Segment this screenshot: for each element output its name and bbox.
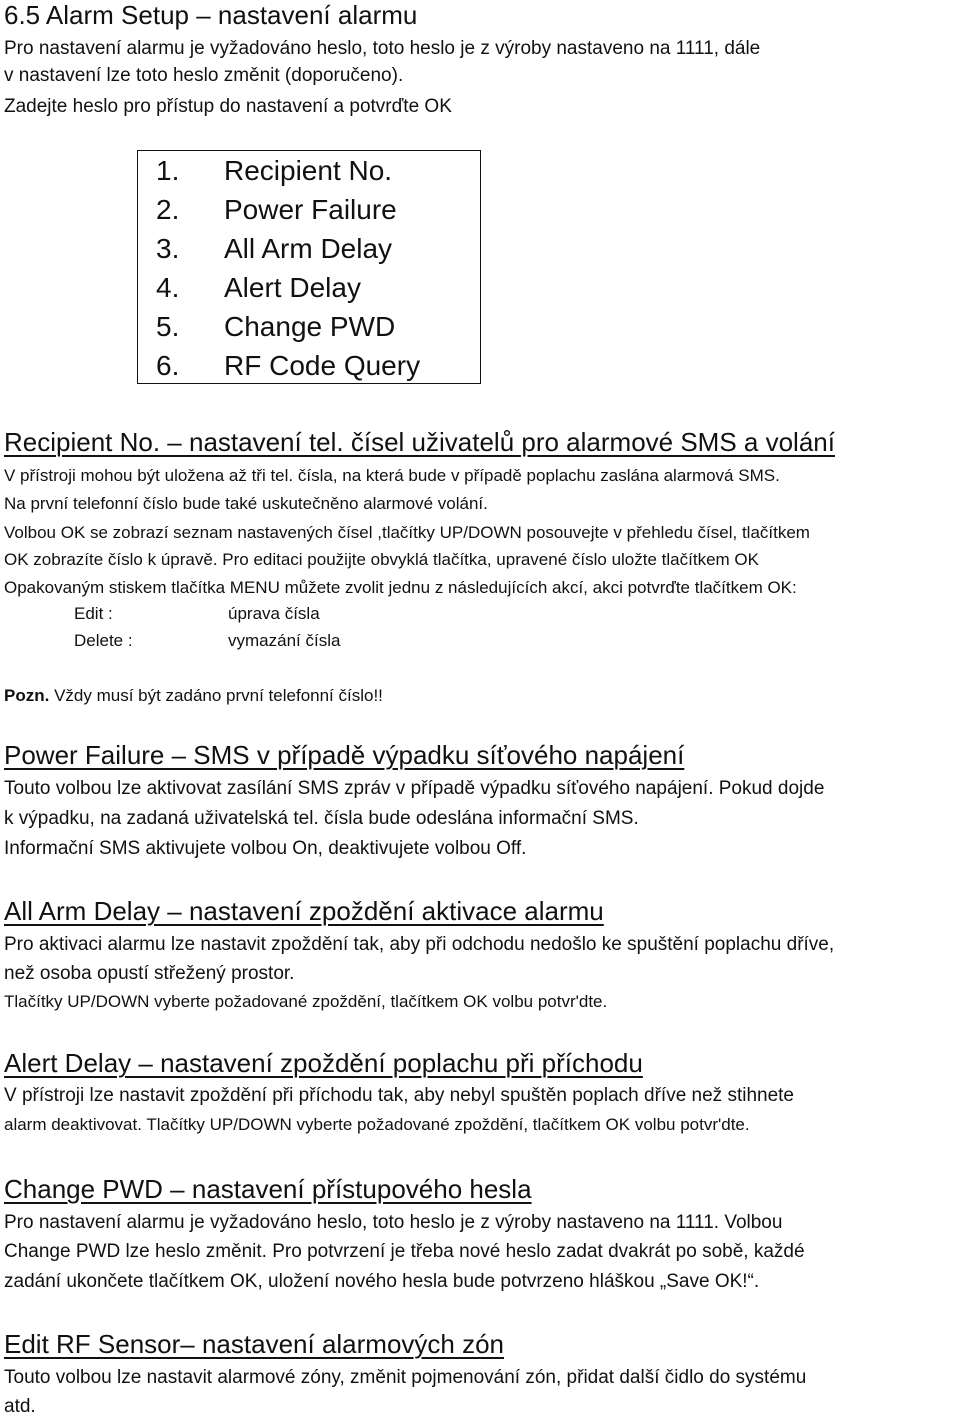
section-title-recipient: Recipient No. – nastavení tel. čísel uživatelů pro alarmové SMS a volání	[4, 427, 835, 457]
recipient-line-4: OK zobrazíte číslo k úpravě. Pro editaci použijte obvyklá tlačítka, upravené číslo uložte tlačítkem OK	[4, 550, 759, 569]
menu-item-recipient: 1. Recipient No.	[156, 155, 393, 186]
menu-item-all-arm-delay: 3. All Arm Delay	[156, 233, 393, 264]
section-title-all-arm-delay: All Arm Delay – nastavení zpoždění aktivace alarmu	[4, 896, 604, 926]
change-pwd-line-1: Pro nastavení alarmu je vyžadováno heslo, toto heslo je z výroby nastaveno na 1111. Volbou	[4, 1212, 783, 1233]
all-arm-delay-line-3: Tlačítky UP/DOWN vyberte požadované zpoždění, tlačítkem OK volbu potvr'dte.	[4, 992, 608, 1011]
all-arm-delay-line-1: Pro aktivaci alarmu lze nastavit zpoždění tak, aby při odchodu nedošlo ke spuštění poplachu dříve,	[4, 934, 835, 955]
change-pwd-line-2: Change PWD lze heslo změnit. Pro potvrzení je třeba nové heslo zadat dvakrát po sobě, každé	[4, 1241, 805, 1262]
power-failure-line-3: Informační SMS aktivujete volbou On, deaktivujete volbou Off.	[4, 838, 527, 859]
intro-line-2: v nastavení lze toto heslo změnit (doporučeno).	[4, 65, 404, 86]
action-delete-desc: vymazání čísla	[228, 631, 341, 650]
recipient-note: Pozn. Vždy musí být zadáno první telefonní číslo!!	[4, 686, 383, 705]
edit-rf-line-1: Touto volbou lze nastavit alarmové zóny, změnit pojmenování zón, přidat další čidlo do systému	[4, 1367, 807, 1388]
menu-item-rf-code-query: 6. RF Code Query	[156, 350, 421, 381]
all-arm-delay-line-2: než osoba opustí střežený prostor.	[4, 963, 295, 984]
action-edit-desc: úprava čísla	[228, 604, 320, 623]
edit-rf-line-2: atd.	[4, 1396, 36, 1417]
action-edit-key: Edit :	[74, 604, 113, 623]
recipient-line-3: Volbou OK se zobrazí seznam nastavených čísel ,tlačítky UP/DOWN posouvejte v přehledu čísel, tlačítkem	[4, 523, 810, 542]
recipient-line-2: Na první telefonní číslo bude také uskutečněno alarmové volání.	[4, 494, 488, 513]
power-failure-line-1: Touto volbou lze aktivovat zasílání SMS zpráv v případě výpadku síťového napájení. Pokud dojde	[4, 778, 825, 799]
recipient-line-1: V přístroji mohou být uložena až tři tel. čísla, na která bude v případě poplachu zaslána alarmová SMS.	[4, 466, 780, 485]
intro-line-1: Pro nastavení alarmu je vyžadováno heslo, toto heslo je z výroby nastaveno na 1111, dále	[4, 38, 761, 59]
alert-delay-line-2: alarm deaktivovat. Tlačítky UP/DOWN vyberte požadované zpoždění, tlačítkem OK volbu potvr'dte.	[4, 1115, 750, 1134]
section-title-edit-rf-sensor: Edit RF Sensor– nastavení alarmových zón	[4, 1329, 505, 1359]
menu-item-alert-delay: 4. Alert Delay	[156, 272, 361, 303]
menu-item-power-failure: 2. Power Failure	[156, 194, 397, 225]
page-title: 6.5 Alarm Setup – nastavení alarmu	[4, 0, 418, 30]
menu-item-change-pwd: 5. Change PWD	[156, 311, 396, 342]
section-title-alert-delay: Alert Delay – nastavení zpoždění poplachu při příchodu	[4, 1048, 643, 1078]
section-title-power-failure: Power Failure – SMS v případě výpadku síťového napájení	[4, 740, 685, 770]
action-delete-key: Delete :	[74, 631, 133, 650]
intro-line-3: Zadejte heslo pro přístup do nastavení a potvrďte OK	[4, 96, 452, 117]
power-failure-line-2: k výpadku, na zadaná uživatelská tel. čísla bude odeslána informační SMS.	[4, 808, 639, 829]
change-pwd-line-3: zadání ukončete tlačítkem OK, uložení nového hesla bude potvrzeno hláškou „Save OK!“.	[4, 1271, 760, 1292]
section-title-change-pwd: Change PWD – nastavení přístupového hesla	[4, 1174, 532, 1204]
alert-delay-line-1: V přístroji lze nastavit zpoždění při příchodu tak, aby nebyl spuštěn poplach dříve než stihnete	[4, 1085, 795, 1106]
recipient-line-5: Opakovaným stiskem tlačítka MENU můžete zvolit jednu z následujících akcí, akci potvrďte tlačítkem OK:	[4, 578, 797, 597]
menu-box	[137, 150, 481, 384]
